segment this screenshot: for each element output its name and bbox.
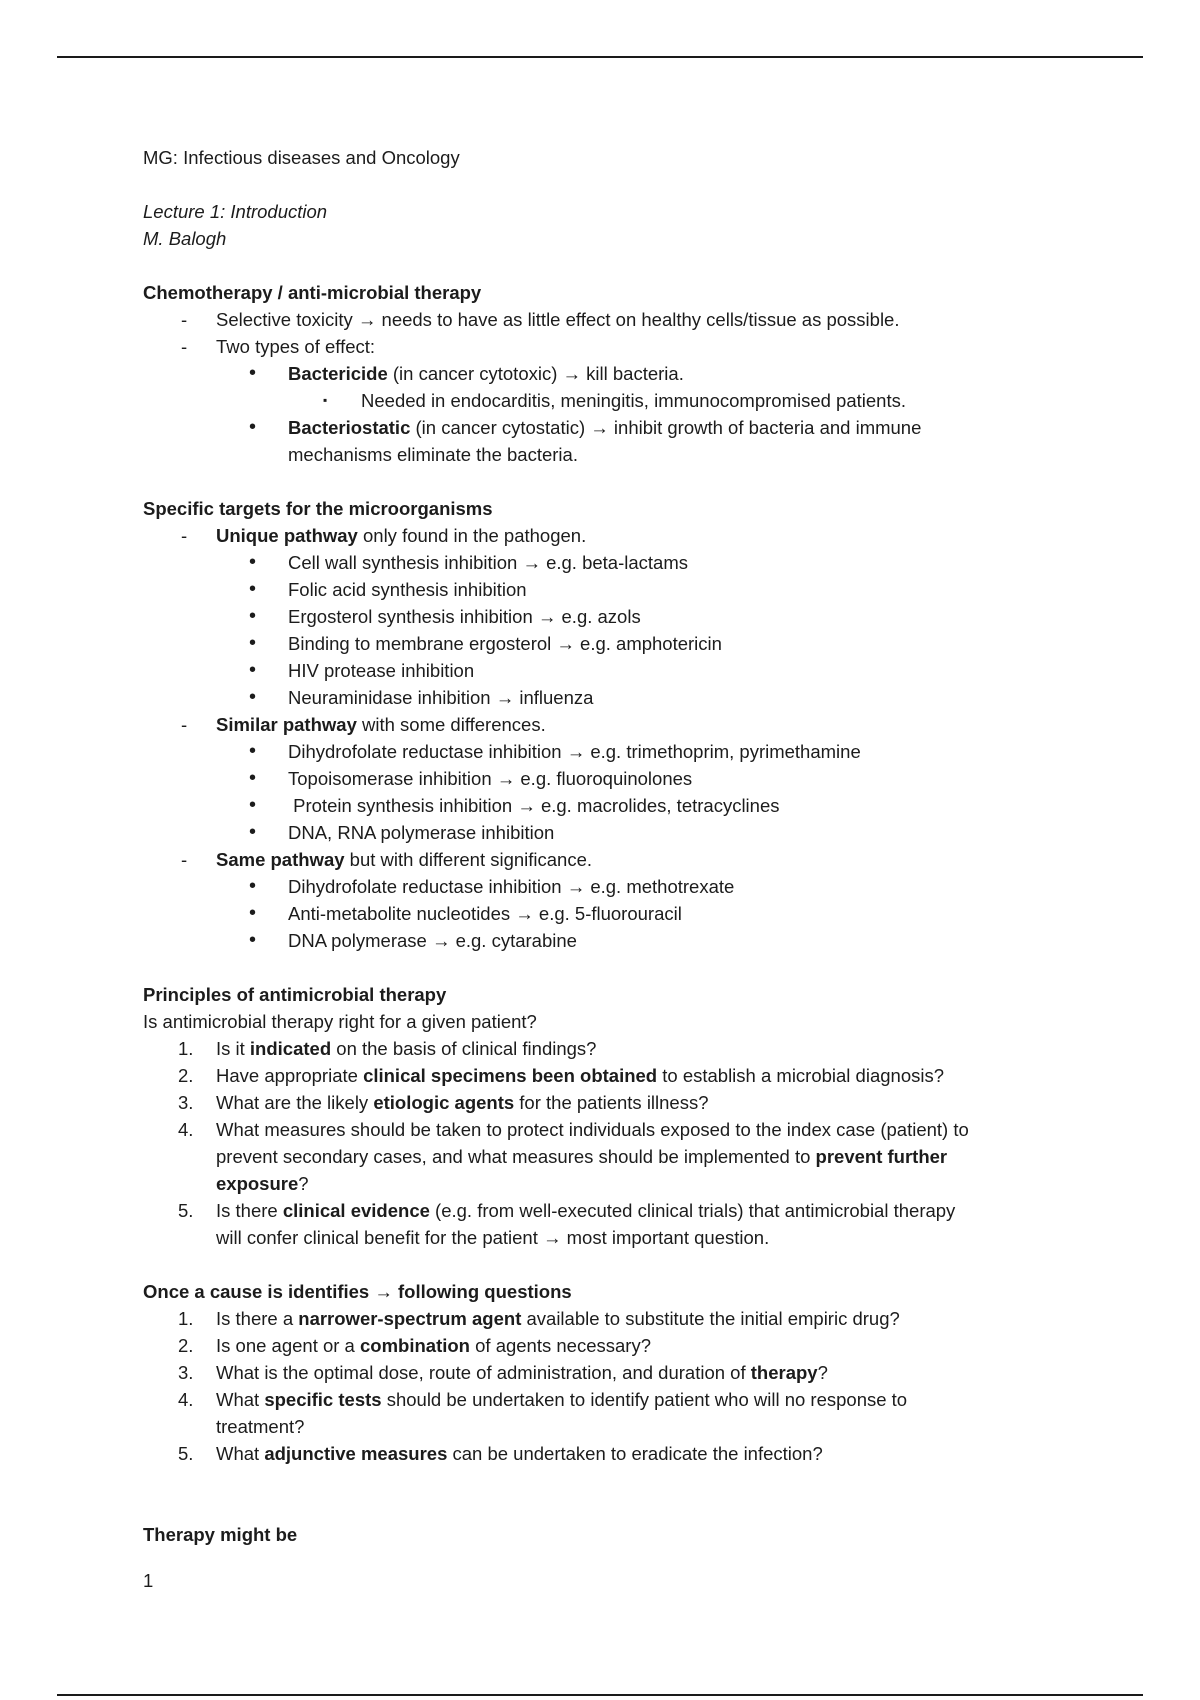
list-item: • Dihydrofolate reductase inhibition → e.g. methotrexate bbox=[249, 875, 735, 897]
numbered-item: 3. What is the optimal dose, route of administration, and duration of therapy? bbox=[178, 1362, 828, 1383]
section-heading-therapy: Therapy might be bbox=[143, 1524, 298, 1545]
list-item: • DNA, RNA polymerase inhibition bbox=[249, 821, 555, 843]
numbered-item: 5. What adjunctive measures can be undertaken to eradicate the infection? bbox=[178, 1443, 823, 1464]
numbered-item: 1. Is it indicated on the basis of clinical findings? bbox=[178, 1038, 597, 1059]
list-item: • Binding to membrane ergosterol → e.g. amphotericin bbox=[249, 632, 722, 654]
numbered-item-continuation: exposure? bbox=[216, 1173, 309, 1194]
list-item: • Cell wall synthesis inhibition → e.g. beta-lactams bbox=[249, 551, 688, 573]
list-item: • Ergosterol synthesis inhibition → e.g. azols bbox=[249, 605, 641, 627]
list-item: • Protein synthesis inhibition → e.g. macrolides, tetracyclines bbox=[249, 794, 780, 816]
footer-rule bbox=[57, 1694, 1143, 1696]
section-heading-chemotherapy: Chemotherapy / anti-microbial therapy bbox=[143, 282, 482, 303]
list-item: • Bactericide (in cancer cytotoxic) → kill bacteria. bbox=[249, 362, 684, 384]
numbered-item: 2. Have appropriate clinical specimens been obtained to establish a microbial diagnosis? bbox=[178, 1065, 945, 1086]
list-item: • Neuraminidase inhibition → influenza bbox=[249, 686, 594, 708]
list-item: - Selective toxicity → needs to have as little effect on healthy cells/tissue as possible. bbox=[181, 309, 900, 330]
list-item: • HIV protease inhibition bbox=[249, 659, 475, 681]
numbered-item: 4. What specific tests should be undertaken to identify patient who will no response to bbox=[178, 1389, 908, 1410]
document-title: MG: Infectious diseases and Oncology bbox=[143, 147, 460, 168]
list-item-continuation: mechanisms eliminate the bacteria. bbox=[288, 444, 578, 465]
list-item: ▪ Needed in endocarditis, meningitis, immunocompromised patients. bbox=[323, 390, 906, 411]
numbered-item-continuation: treatment? bbox=[216, 1416, 305, 1437]
section-heading-targets: Specific targets for the microorganisms bbox=[143, 498, 493, 519]
numbered-item: 5. Is there clinical evidence (e.g. from well-executed clinical trials) that antimicrobial therapy bbox=[178, 1200, 956, 1221]
list-item: • Folic acid synthesis inhibition bbox=[249, 578, 527, 600]
section-heading-following-questions: Once a cause is identifies → following questions bbox=[143, 1281, 572, 1302]
list-item: • Bacteriostatic (in cancer cytostatic) → inhibit growth of bacteria and immune bbox=[249, 416, 922, 438]
list-item: - Similar pathway with some differences. bbox=[181, 714, 546, 735]
numbered-item-continuation: will confer clinical benefit for the patient → most important question. bbox=[216, 1227, 770, 1248]
document-body bbox=[143, 144, 1093, 1548]
lecture-title: Lecture 1: Introduction bbox=[143, 201, 328, 222]
section-intro: Is antimicrobial therapy right for a given patient? bbox=[143, 1011, 537, 1032]
list-item: - Unique pathway only found in the pathogen. bbox=[181, 525, 587, 546]
list-item: - Two types of effect: bbox=[181, 336, 376, 357]
header-rule bbox=[57, 56, 1143, 58]
page-number: 1 bbox=[143, 1570, 154, 1591]
section-heading-principles: Principles of antimicrobial therapy bbox=[143, 984, 447, 1005]
list-item: • Dihydrofolate reductase inhibition → e.g. trimethoprim, pyrimethamine bbox=[249, 740, 861, 762]
list-item: - Same pathway but with different significance. bbox=[181, 849, 593, 870]
numbered-item: 1. Is there a narrower-spectrum agent available to substitute the initial empiric drug? bbox=[178, 1308, 900, 1329]
numbered-item: 4. What measures should be taken to protect individuals exposed to the index case (patient) to bbox=[178, 1119, 969, 1140]
numbered-item: 2. Is one agent or a combination of agents necessary? bbox=[178, 1335, 651, 1356]
list-item: • Topoisomerase inhibition → e.g. fluoroquinolones bbox=[249, 767, 693, 789]
lecture-author: M. Balogh bbox=[143, 228, 227, 249]
list-item: • DNA polymerase → e.g. cytarabine bbox=[249, 929, 577, 951]
numbered-item: 3. What are the likely etiologic agents for the patients illness? bbox=[178, 1092, 709, 1113]
numbered-item-continuation: prevent secondary cases, and what measures should be implemented to prevent further bbox=[216, 1146, 948, 1167]
list-item: • Anti-metabolite nucleotides → e.g. 5-fluorouracil bbox=[249, 902, 682, 924]
